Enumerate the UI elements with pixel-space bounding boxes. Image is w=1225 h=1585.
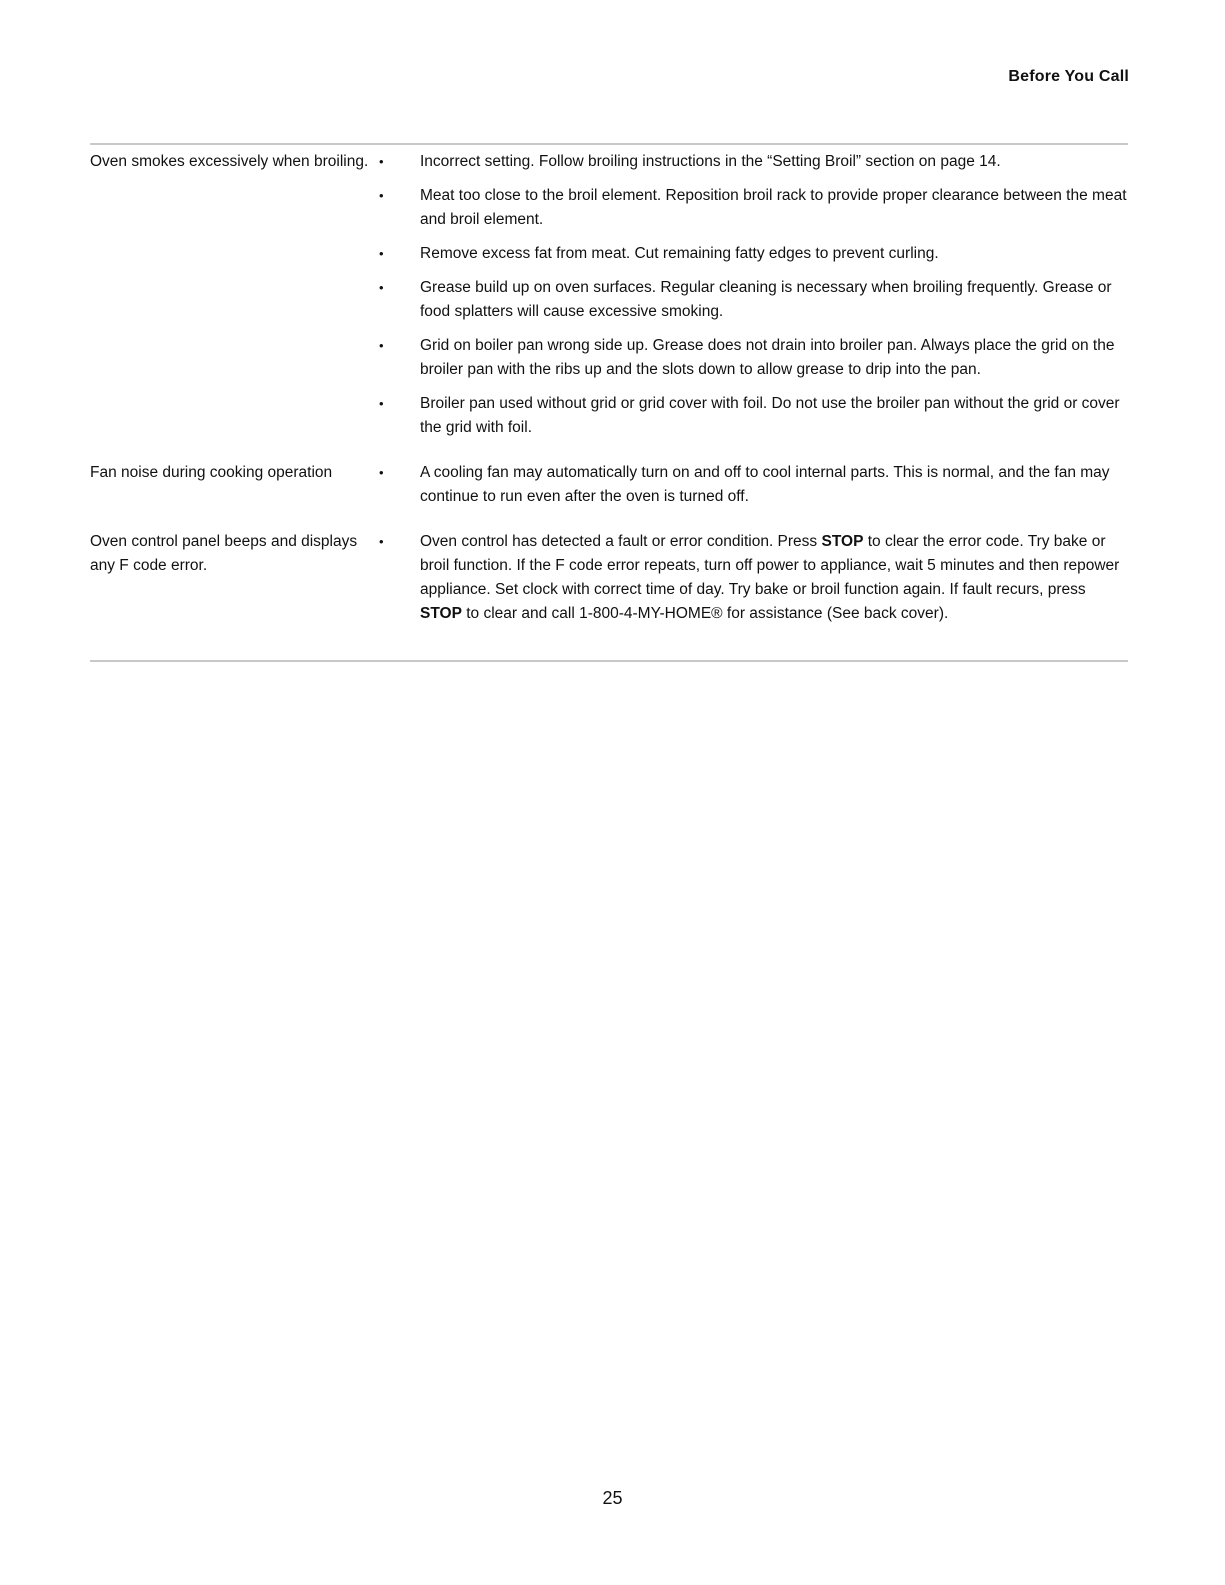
solution-text: A cooling fan may automatically turn on and off to cool internal parts. This is normal, and the fan may continue to run even after the oven is turned off. xyxy=(420,464,1110,505)
solution-item: • Incorrect setting. Follow broiling instructions in the “Setting Broil” section on page 14. xyxy=(379,153,1001,170)
solution-text: Remove excess fat from meat. Cut remaining fatty edges to prevent curling. xyxy=(420,245,939,262)
problem-cell: Oven smokes excessively when broiling. xyxy=(90,153,369,170)
solutions-cell xyxy=(380,461,1128,519)
troubleshooting-table xyxy=(90,150,1128,647)
solution-text: Grid on boiler pan wrong side up. Grease does not drain into broiler pan. Always place the grid on the broiler pan with the ribs up and the slots down to allow grease to drip into the pan. xyxy=(420,337,1115,378)
solution-text: Incorrect setting. Follow broiling instructions in the “Setting Broil” section on page 14. xyxy=(420,153,1001,170)
solution-item: • A cooling fan may automatically turn on and off to cool internal parts. This is normal, and the fan may continue to run even after the oven is turned off. xyxy=(379,464,1110,505)
solution-item: • Grid on boiler pan wrong side up. Grease does not drain into broiler pan. Always place the grid on the broiler pan with the ribs up and the slots down to allow grease to drip into the pan. xyxy=(379,337,1115,378)
stop-key-label: STOP xyxy=(821,533,864,550)
solution-text: Meat too close to the broil element. Reposition broil rack to provide proper clearance between the meat and broil element. xyxy=(420,187,1127,228)
problem-cell: Oven control panel beeps and displays any F code error. xyxy=(90,533,358,574)
page-number: 25 xyxy=(602,1488,623,1508)
solution-text: Broiler pan used without grid or grid cover with foil. Do not use the broiler pan without the grid or cover the grid with foil. xyxy=(420,395,1120,436)
solutions-cell xyxy=(380,150,1128,450)
solution-item: • Remove excess fat from meat. Cut remaining fatty edges to prevent curling. xyxy=(379,245,939,262)
solution-text-part: Oven control has detected a fault or error condition. Press xyxy=(420,533,822,550)
solution-item: • Oven control has detected a fault or error condition. Press STOP to clear the error code. Try bake or broil function. If the F code error repeats, turn off power to appliance, wait 5 minutes and then repower appliance. Set clock with correct time of day. Try bake or broil function again. If fault recurs, press STOP to clear and call 1-800-4-MY-HOME® for assistance (See back cover). xyxy=(379,533,1120,622)
solution-text-part: to clear the error code. Try bake or broil function. If the F code error repeats, turn off power to appliance, wait 5 minutes and then repower appliance. Set clock with correct time of day. Try bake or broil function again. If fault recurs, press xyxy=(420,533,1120,598)
solution-text xyxy=(420,533,1119,622)
stop-key-label: STOP xyxy=(420,605,462,622)
problem-cell: Fan noise during cooking operation xyxy=(90,464,333,481)
table-top-rule xyxy=(90,143,1128,145)
table-row xyxy=(90,461,1128,519)
page-header-title: Before You Call xyxy=(1008,68,1129,85)
solutions-cell xyxy=(380,530,1128,636)
solution-item: • Broiler pan used without grid or grid cover with foil. Do not use the broiler pan without the grid or cover the grid with foil. xyxy=(379,395,1120,436)
solution-text: Grease build up on oven surfaces. Regular cleaning is necessary when broiling frequently. Grease or food splatters will cause excessive smoking. xyxy=(420,279,1112,320)
table-row xyxy=(90,150,1128,450)
table-bottom-rule xyxy=(90,660,1128,662)
solution-text-part: to clear and call 1-800-4-MY-HOME® for assistance (See back cover). xyxy=(461,605,949,622)
solution-item: • Grease build up on oven surfaces. Regular cleaning is necessary when broiling frequently. Grease or food splatters will cause excessive smoking. xyxy=(379,279,1112,320)
table-row xyxy=(90,530,1128,636)
solution-item: • Meat too close to the broil element. Reposition broil rack to provide proper clearance between the meat and broil element. xyxy=(379,187,1127,228)
